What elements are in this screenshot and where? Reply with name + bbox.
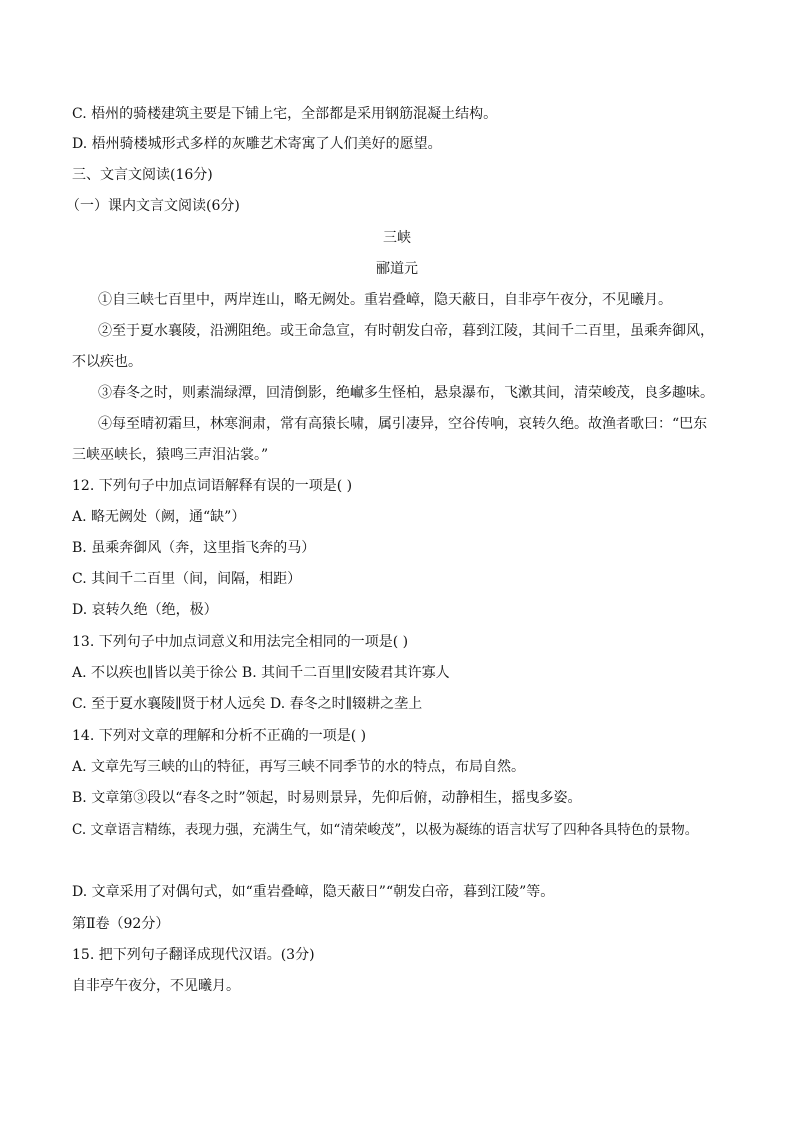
subsection-heading: （一）课内文言文阅读(6分) — [66, 198, 240, 214]
question-12-option-b: B. 虽乘奔御风（奔，这里指飞奔的马） — [72, 540, 316, 556]
question-12-option-c: C. 其间千二百里（间，间隔，相距） — [72, 571, 302, 587]
question-14-option-a: A. 文章先写三峡的山的特征，再写三峡不同季节的水的特点，布局自然。 — [72, 759, 526, 775]
question-14-option-d: D. 文章采用了对偶句式，如“重岩叠嶂，隐天蔽日”“朝发白帝，暮到江陵”等。 — [72, 884, 555, 900]
question-12: 12. 下列句子中加点词语解释有误的一项是( ) — [72, 478, 353, 494]
passage-paragraph-2-cont: 不以疾也。 — [72, 354, 142, 370]
question-12-option-d: D. 哀转久绝（绝，极） — [72, 602, 218, 618]
option-c-previous: C. 梧州的骑楼建筑主要是下铺上宅，全部都是采用钢筋混凝土结构。 — [72, 106, 498, 122]
question-14-option-c: C. 文章语言精练，表现力强，充满生气，如“清荣峻茂”，以极为凝练的语言状写了四种各具特色的景物。 — [72, 822, 699, 838]
passage-paragraph-3: ③春冬之时，则素湍绿潭，回清倒影，绝𪩘多生怪柏，悬泉瀑布，飞漱其间，清荣峻茂，良多趣味。 — [98, 385, 714, 401]
section-heading-classical-reading: 三、文言文阅读(16分) — [72, 167, 213, 183]
question-13-options-ab: A. 不以疾也∥皆以美于徐公 B. 其间千二百里∥安陵君其许寡人 — [72, 665, 450, 681]
question-13-options-cd: C. 至于夏水襄陵∥贤于材人远矣 D. 春冬之时∥辍耕之垄上 — [72, 696, 423, 712]
question-15: 15. 把下列句子翻译成现代汉语。(3分) — [72, 947, 315, 963]
option-d-previous: D. 梧州骑楼城形式多样的灰雕艺术寄寓了人们美好的愿望。 — [72, 136, 442, 152]
volume-2-heading: 第Ⅱ卷（92分） — [72, 916, 170, 932]
passage-paragraph-4-cont: 三峡巫峡长，猿鸣三声泪沾裳。” — [72, 447, 269, 463]
passage-title: 三峡 — [383, 230, 411, 246]
question-15-sentence: 自非亭午夜分，不见曦月。 — [72, 978, 240, 994]
passage-paragraph-4: ④每至晴初霜旦，林寒涧肃，常有高猿长啸，属引凄异，空谷传响，哀转久绝。故渔者歌曰：“巴东 — [98, 416, 708, 432]
question-13: 13. 下列句子中加点词意义和用法完全相同的一项是( ) — [72, 634, 409, 650]
question-14: 14. 下列对文章的理解和分析不正确的一项是( ) — [72, 728, 367, 744]
question-14-option-b: B. 文章第③段以“春冬之时”领起，时易则景异，先仰后俯，动静相生，摇曳多姿。 — [72, 790, 582, 806]
question-12-option-a: A. 略无阙处（阙，通“缺”） — [72, 509, 246, 525]
passage-author: 郦道元 — [376, 261, 418, 277]
passage-paragraph-2: ②至于夏水襄陵，沿溯阻绝。或王命急宣，有时朝发白帝，暮到江陵，其间千二百里，虽乘奔御风， — [98, 323, 714, 339]
passage-paragraph-1: ①自三峡七百里中，两岸连山，略无阙处。重岩叠嶂，隐天蔽日，自非亭午夜分，不见曦月。 — [98, 292, 672, 308]
